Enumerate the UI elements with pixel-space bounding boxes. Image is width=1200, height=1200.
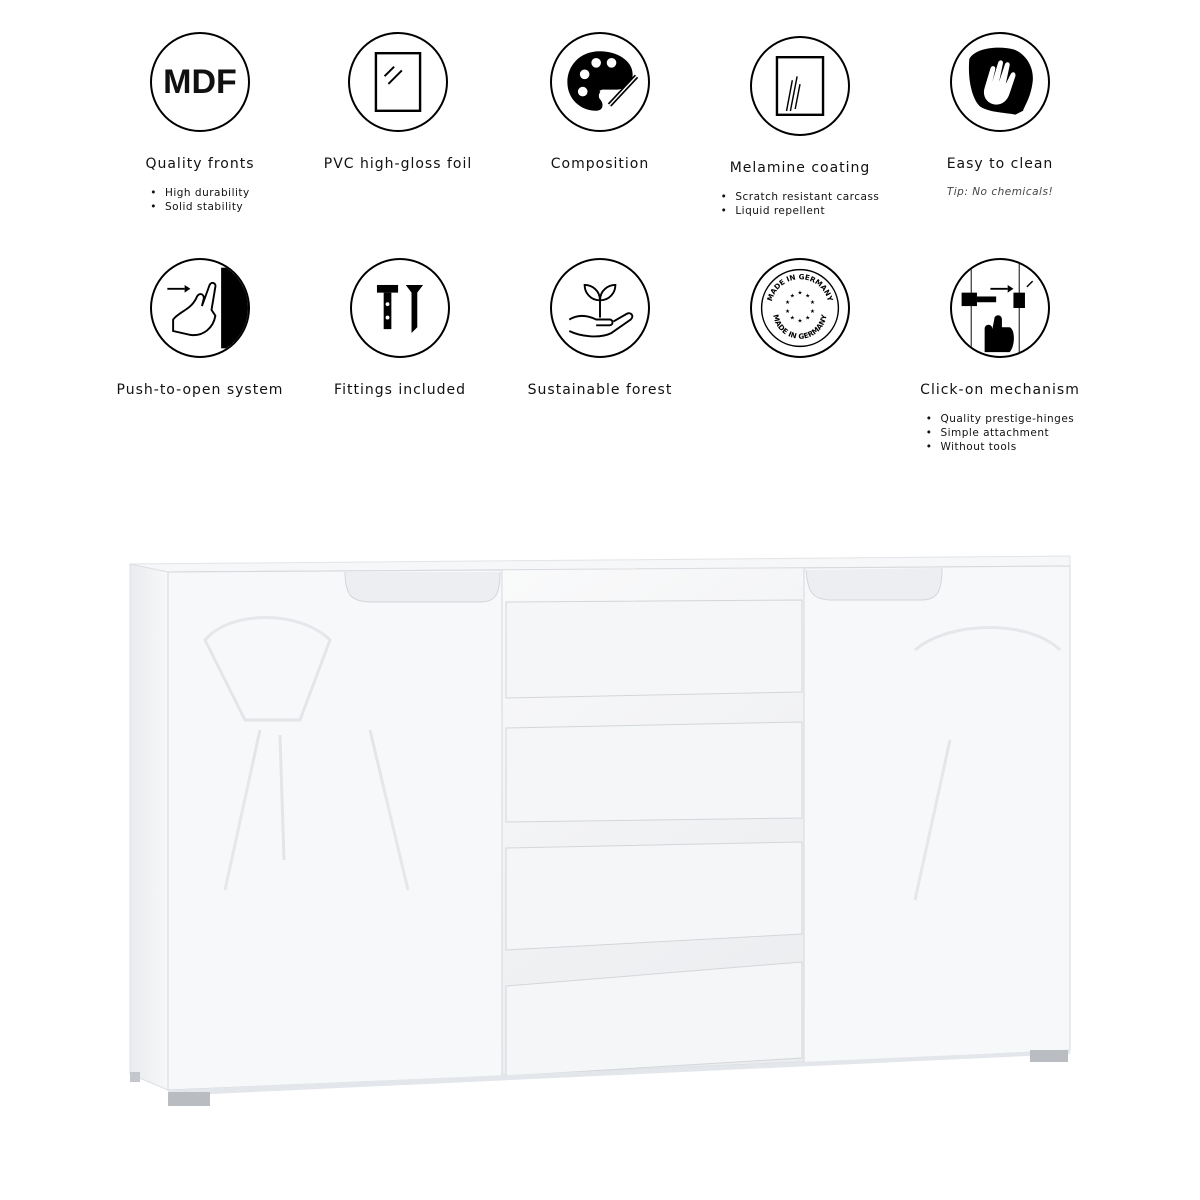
feature-label: Fittings included — [334, 382, 466, 398]
mdf-icon — [150, 32, 250, 132]
fittings-icon — [350, 258, 450, 358]
feature-push-to-open — [90, 258, 310, 398]
sideboard-image — [0, 530, 1200, 1200]
bullet-item: • Liquid repellent — [721, 204, 880, 218]
feature-tip: Tip: No chemicals! — [946, 186, 1054, 198]
feature-label: Melamine coating — [729, 160, 871, 176]
feature-easy-clean — [890, 32, 1110, 198]
drawer-1 — [506, 600, 802, 698]
bullet-item: • Solid stability — [150, 200, 250, 214]
feature-bullets — [150, 186, 250, 214]
feature-label: Composition — [550, 156, 650, 172]
feature-label: Quality fronts — [145, 156, 255, 172]
svg-text:MADE IN GERMANY — [771, 313, 829, 341]
feature-label: PVC high-gloss foil — [323, 156, 473, 172]
cleaning-hand-icon — [950, 32, 1050, 132]
svg-text:★: ★ — [809, 308, 816, 315]
plant-hand-icon — [550, 258, 650, 358]
drawer-2 — [506, 722, 802, 822]
cabinet-foot — [168, 1092, 210, 1106]
bullet-item: • Quality prestige-hinges — [926, 412, 1075, 426]
glossy-panel-icon — [348, 32, 448, 132]
left-door — [168, 570, 502, 1090]
feature-quality-fronts — [90, 32, 310, 214]
drawer-3 — [506, 842, 802, 950]
badge-text-bottom: MADE IN GERMANY — [771, 313, 829, 341]
feature-click-on — [890, 258, 1110, 454]
right-door — [804, 566, 1070, 1064]
svg-text:★: ★ — [805, 315, 811, 322]
feature-bullets — [926, 412, 1075, 454]
svg-text:★: ★ — [805, 293, 811, 300]
svg-text:★: ★ — [784, 308, 791, 315]
badge-text-top: MADE IN GERMANY — [765, 272, 835, 303]
feature-made-in-germany — [690, 258, 910, 358]
cabinet-foot — [1030, 1050, 1068, 1062]
feature-label: Click-on mechanism — [920, 382, 1080, 398]
svg-text:MADE IN GERMANY — [765, 272, 835, 303]
svg-text:★: ★ — [797, 318, 803, 325]
svg-text:★: ★ — [789, 315, 795, 322]
mdf-icon-text: MDF — [163, 62, 237, 101]
cabinet-side — [130, 564, 168, 1090]
feature-sustainable-forest — [490, 258, 710, 398]
feature-composition — [490, 32, 710, 172]
feature-label: Easy to clean — [946, 156, 1054, 172]
feature-label: Push-to-open system — [116, 382, 284, 398]
bullet-item: • Without tools — [926, 440, 1075, 454]
hinge-icon — [950, 258, 1050, 358]
cabinet-foot — [130, 1072, 140, 1082]
svg-text:★: ★ — [809, 300, 816, 307]
bullet-item: • High durability — [150, 186, 250, 200]
feature-melamine — [690, 36, 910, 218]
feature-fittings — [290, 258, 510, 398]
feature-pvc-foil — [288, 32, 508, 172]
svg-text:★: ★ — [784, 300, 791, 307]
svg-text:★: ★ — [789, 293, 795, 300]
scratch-panel-icon — [750, 36, 850, 136]
bullet-item: • Scratch resistant carcass — [721, 190, 880, 204]
feature-bullets — [721, 190, 880, 218]
palette-icon — [550, 32, 650, 132]
bullet-item: • Simple attachment — [926, 426, 1075, 440]
push-to-open-icon — [150, 258, 250, 358]
feature-label: Sustainable forest — [527, 382, 673, 398]
svg-text:★: ★ — [797, 290, 803, 297]
made-in-germany-icon — [750, 258, 850, 358]
